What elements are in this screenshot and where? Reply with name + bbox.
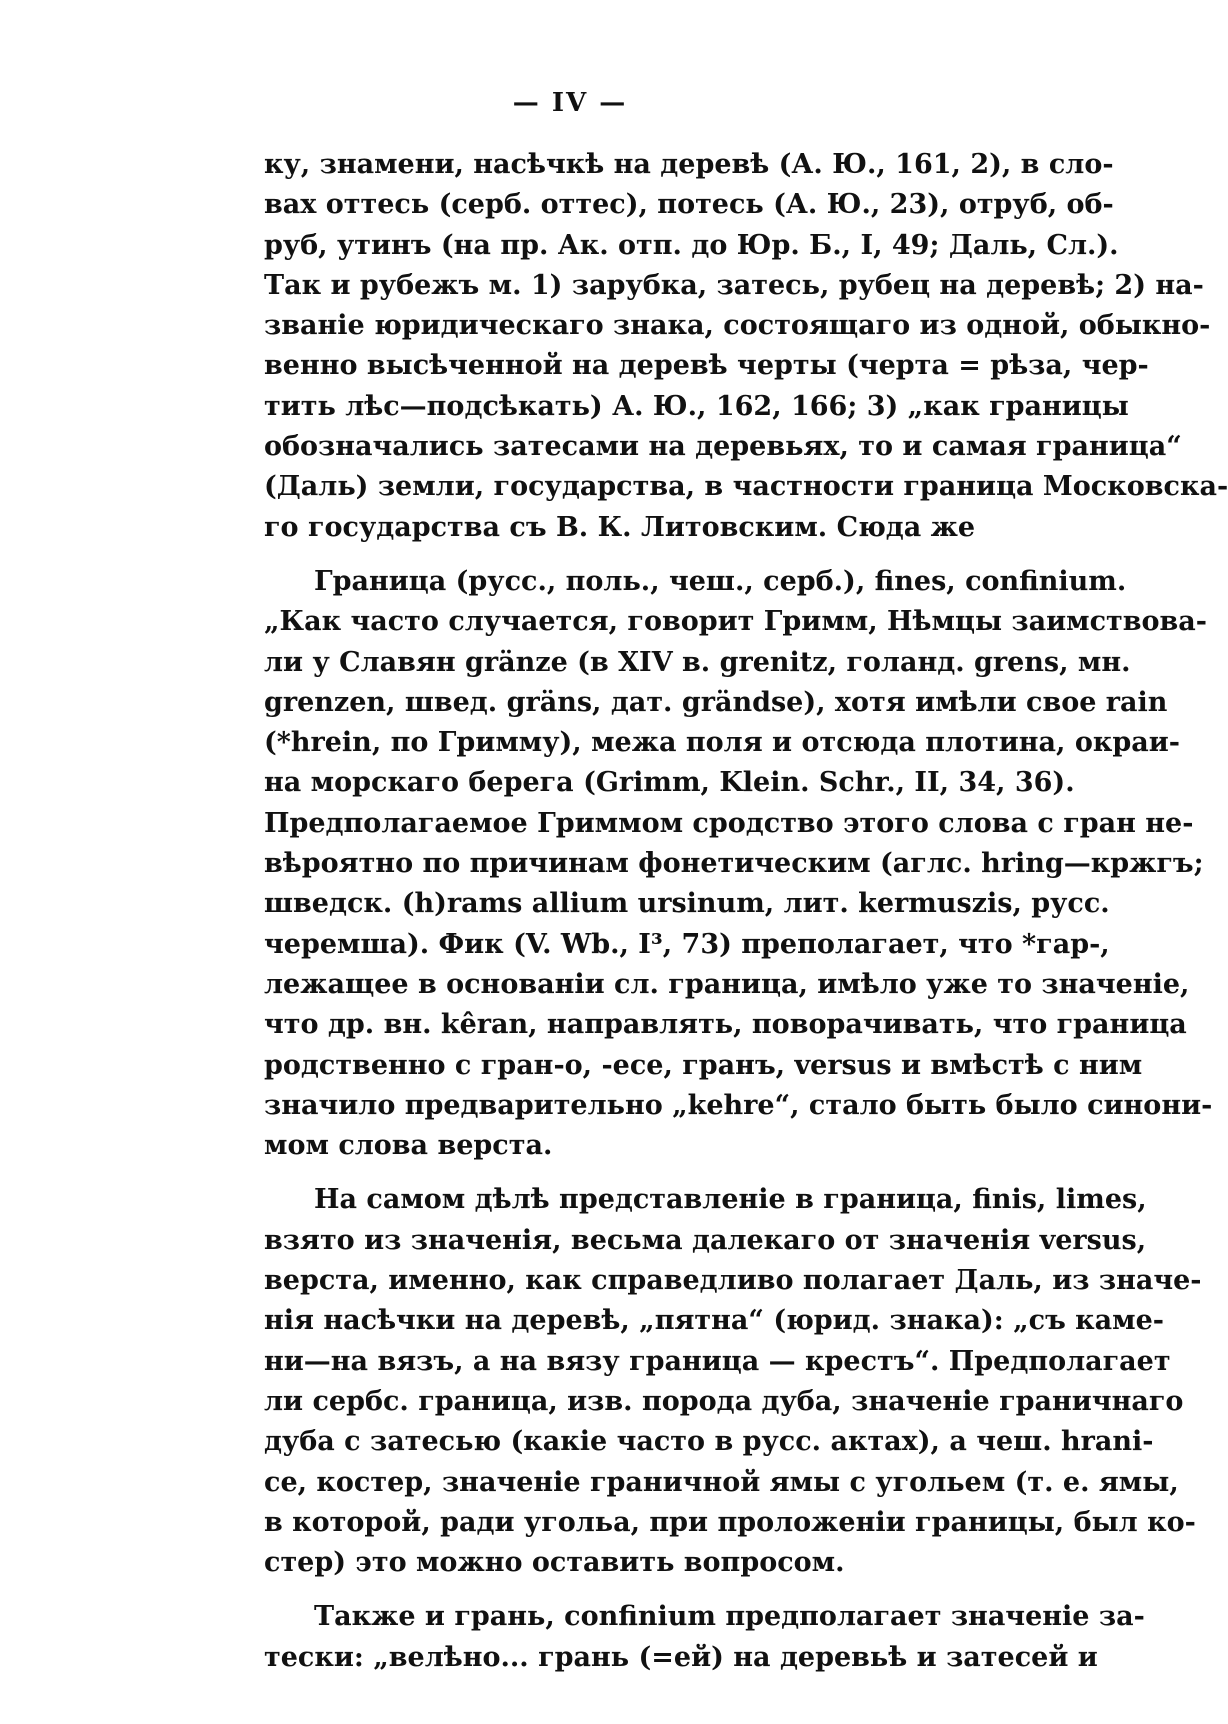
text-line: Граница (русс., поль., чеш., серб.), fines, confinium. (314, 565, 1127, 597)
page-number: — IV — (512, 88, 628, 118)
paragraph (264, 1597, 1145, 1678)
paragraph (264, 1180, 1202, 1583)
text-line: grenzen, швед. gräns, дат. grändse), хотя имѣли свое rain (264, 686, 1168, 718)
text-line: лежащее в основаніи сл. граница, имѣло уже то значеніе, (264, 968, 1190, 1000)
text-line: дуба с затесью (какіе часто в русс. актах), а чеш. hrani- (264, 1426, 1154, 1458)
text-line: ни—на вязъ, а на вязу граница — крестъ“. Предполагает (264, 1345, 1171, 1377)
text-line: взято из значенія, весьма далекаго от значенія versus, (264, 1224, 1147, 1256)
text-line: тески: „велѣно... грань (=ей) на деревьѣ и затесей и (264, 1641, 1098, 1673)
text-line: Предполагаемое Гриммом сродство этого слова с гран не- (264, 807, 1194, 839)
text-line: мом слова верста. (264, 1130, 553, 1162)
text-line: „Как часто случается, говорит Гримм, Нѣмцы заимствова- (264, 606, 1208, 638)
text-line: родственно с гран-о, -есе, гранъ, versus и вмѣстѣ с ним (264, 1049, 1143, 1081)
text-line: что др. вн. kêran, направлять, поворачивать, что граница (264, 1009, 1187, 1041)
text-line: верста, именно, как справедливо полагает Даль, из значе- (264, 1265, 1202, 1297)
paragraph (264, 145, 1228, 548)
text-line: го государства съ В. К. Литовским. Сюда же (264, 511, 976, 543)
text-line: на морскаго берега (Grimm, Klein. Schr., II, 34, 36). (264, 767, 1075, 799)
text-line: тить лѣс—подсѣкать) А. Ю., 162, 166; 3) „как границы (264, 390, 1129, 422)
body-text (264, 145, 1228, 1678)
paragraph (264, 562, 1213, 1166)
text-line: черемша). Фик (V. Wb., I³, 73) преполагает, что *гар-, (264, 928, 1110, 960)
text-line: руб, утинъ (на пр. Ак. отп. до Юр. Б., I, 49; Даль, Сл.). (264, 229, 1119, 261)
text-line: (*hrein, по Гримму), межа поля и отсюда плотина, окраи- (264, 727, 1180, 759)
text-line: Так и рубежъ м. 1) зарубка, затесь, рубец на деревѣ; 2) на- (264, 269, 1204, 301)
text-line: нія насѣчки на деревѣ, „пятна“ (юрид. знака): „съ каме- (264, 1305, 1165, 1337)
text-line: званіе юридическаго знака, состоящаго из одной, обыкно- (264, 310, 1211, 342)
paragraph-gap (264, 548, 1014, 562)
text-line: ку, знамени, насѣчкѣ на деревѣ (А. Ю., 161, 2), в сло- (264, 149, 1114, 180)
text-line: стер) это можно оставить вопросом. (264, 1547, 845, 1579)
text-line: ли у Славян gränze (в XIV в. grenitz, голанд. grens, мн. (264, 646, 1131, 678)
text-line: в которой, ради угольа, при проложеніи границы, был ко- (264, 1506, 1196, 1538)
text-line: обозначались затесами на деревьях, то и самая граница“ (264, 431, 1182, 463)
paragraph-gap (264, 1583, 1014, 1597)
text-line: На самом дѣлѣ представленіе в граница, finis, limes, (314, 1184, 1147, 1216)
text-line: вах оттесь (серб. оттес), потесь (А. Ю., 23), отруб, об- (264, 189, 1114, 221)
text-line: венно высѣченной на деревѣ черты (черта = рѣза, чер- (264, 350, 1149, 382)
text-line: значило предварительно „kehre“, стало быть было синони- (264, 1089, 1213, 1121)
text-line: Также и грань, confinium предполагает значеніе за- (314, 1601, 1145, 1633)
text-line: ли сербс. граница, изв. порода дуба, значеніе граничнаго (264, 1385, 1184, 1417)
text-line: шведск. (h)rams allium ursinum, лит. kermuszis, русс. (264, 888, 1110, 920)
text-line: вѣроятно по причинам фонетическим (аглс. hring—кржгъ; (264, 848, 1204, 880)
paragraph-gap (264, 1166, 1014, 1180)
text-line: (Даль) земли, государства, в частности граница Московска- (264, 471, 1228, 503)
text-line: ce, костер, значеніе граничной ямы с угольем (т. е. ямы, (264, 1466, 1179, 1498)
